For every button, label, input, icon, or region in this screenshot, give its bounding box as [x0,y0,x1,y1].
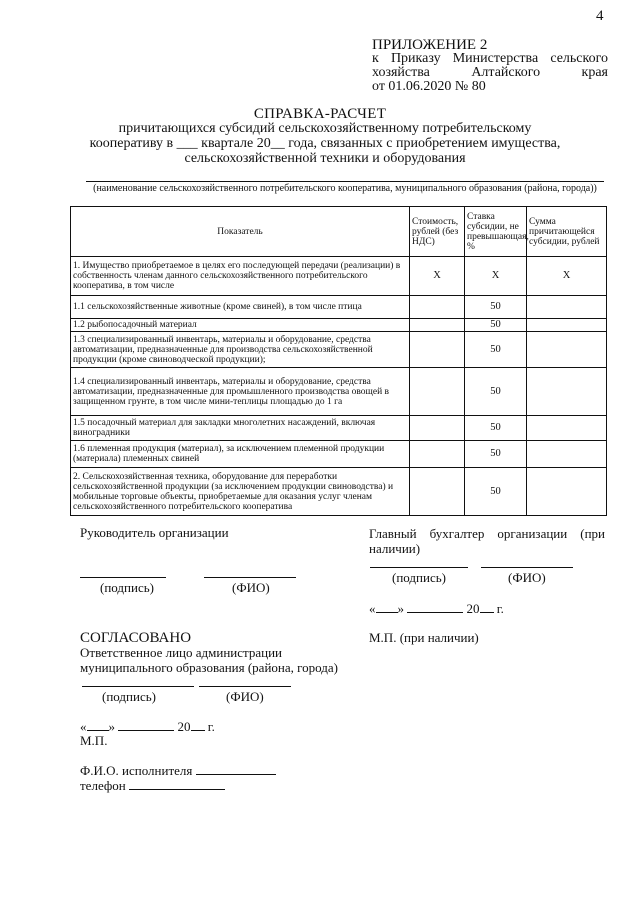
date-suffix: г. [207,719,215,734]
cooperative-name-caption: (наименование сельскохозяйственного потребительского кооператива, муниципального образования (района, города)) [93,183,597,194]
cost-cell: X [410,257,465,296]
calculation-table [70,206,607,516]
date-day-blank[interactable] [87,718,109,731]
responsible-line2: муниципального образования (района, города) [80,660,338,675]
date-month-blank[interactable] [407,600,463,613]
appendix-line3: от 01.06.2020 № 80 [372,79,486,94]
sum-cell[interactable] [527,319,607,332]
cost-cell[interactable] [410,296,465,319]
rate-cell: 50 [465,416,527,441]
cost-cell[interactable] [410,319,465,332]
subtitle-line2: кооперативу в ___ квартале 20__ года, связанных с приобретением имущества, [89,136,561,151]
appendix-title: ПРИЛОЖЕНИЕ 2 [372,37,488,53]
rate-cell: 50 [465,332,527,368]
header-indicator: Показатель [71,207,410,257]
date-quote-close: » [397,601,404,616]
sum-cell[interactable] [527,332,607,368]
sum-cell[interactable] [527,441,607,468]
row-label: 2. Сельскохозяйственная техника, оборудование для переработки сельскохозяйственной продукции (за исключением продукции свиноводства) и мобильные торговые объекты, приобретаемые для оказания услуг членам сельскохозяйственного потребительского кооператива [71,468,410,516]
table-row [71,257,607,296]
date-day-blank[interactable] [376,600,398,613]
head-fio-label: (ФИО) [232,580,270,595]
head-fio-field[interactable] [204,577,296,578]
sum-cell[interactable] [527,468,607,516]
head-signature-field[interactable] [80,577,166,578]
phone-field [80,777,225,793]
cost-cell[interactable] [410,416,465,441]
responsible-line1: Ответственное лицо администрации [80,645,283,660]
cooperative-name-field[interactable] [86,181,604,182]
subtitle-line3: сельскохозяйственной техники и оборудования [184,151,466,166]
row-label: 1.4 специализированный инвентарь, материалы и оборудование, средства автоматизации, предназначенные для промышленного производства овощей в защищенном грунте, в том числе мини-теплицы площадью до 1 га [71,368,410,416]
accountant-stamp: М.П. (при наличии) [369,630,479,645]
agreed-heading: СОГЛАСОВАНО [80,630,192,646]
table-header-row [71,207,607,257]
executor-blank[interactable] [196,762,276,775]
sum-cell[interactable] [527,416,607,441]
executor-field [80,762,276,778]
rate-cell: 50 [465,319,527,332]
appendix-line1: к Приказу Министерства сельского [372,51,608,66]
table-row [71,368,607,416]
responsible-fio-label: (ФИО) [226,689,264,704]
cost-cell[interactable] [410,332,465,368]
cost-cell[interactable] [410,368,465,416]
date-quote-open: « [369,601,376,616]
row-label: 1.1 сельскохозяйственные животные (кроме свиней), в том числе птица [71,296,410,319]
table-row [71,416,607,441]
sum-cell: X [527,257,607,296]
row-label: 1.2 рыбопосадочный материал [71,319,410,332]
row-label: 1.3 специализированный инвентарь, материалы и оборудование, средства автоматизации, предназначенные для производства сельскохозяйственной продукции (кроме свиноводческой продукции); [71,332,410,368]
responsible-signature-field[interactable] [82,686,194,687]
date-year-blank[interactable] [191,718,205,731]
accountant-fio-field[interactable] [481,567,573,568]
date-year-blank[interactable] [480,600,494,613]
row-label: 1.5 посадочный материал для закладки многолетних насаждений, включая виноградники [71,416,410,441]
row-label: 1. Имущество приобретаемое в целях его последующей передачи (реализации) в собственность членам данного сельскохозяйственного потребительского кооператива, в том числе [71,257,410,296]
page-number: 4 [596,8,604,24]
responsible-signature-label: (подпись) [102,689,156,704]
appendix-header [372,38,608,94]
sum-cell[interactable] [527,296,607,319]
table-row [71,468,607,516]
rate-cell: 50 [465,368,527,416]
subtitle-line1: причитающихся субсидий сельскохозяйственному потребительскому [118,121,532,136]
cost-cell[interactable] [410,441,465,468]
sum-cell[interactable] [527,368,607,416]
header-rate: Ставка субсидии, не превышающая, % [465,207,527,257]
accountant-title-line1: Главный бухгалтер организации (при [369,526,605,541]
executor-label: Ф.И.О. исполнителя [80,763,193,778]
rate-cell: 50 [465,441,527,468]
appendix-line2: хозяйства Алтайского края [372,65,608,80]
date-quote-close: » [108,719,115,734]
document-title: СПРАВКА-РАСЧЕТ [253,106,387,122]
table-row [71,296,607,319]
phone-label: телефон [80,778,126,793]
document-subtitle [88,121,562,166]
date-year: 20 [177,719,191,734]
row-label: 1.6 племенная продукция (материал), за исключением племенной продукции (материала) племенных свиней [71,441,410,468]
header-cost: Стоимость, рублей (без НДС) [410,207,465,257]
date-suffix: г. [496,601,504,616]
responsible-fio-field[interactable] [199,686,291,687]
rate-cell: 50 [465,468,527,516]
accountant-date-field[interactable] [369,600,504,616]
head-title: Руководитель организации [80,525,229,540]
rate-cell: X [465,257,527,296]
date-quote-open: « [80,719,87,734]
accountant-title-line2: наличии) [369,541,421,556]
cost-cell[interactable] [410,468,465,516]
accountant-title [369,526,605,556]
responsible-date-field[interactable] [80,718,215,734]
table-row [71,332,607,368]
date-year: 20 [466,601,480,616]
date-month-blank[interactable] [118,718,174,731]
header-sum: Сумма причитающейся субсидии, рублей [527,207,607,257]
accountant-fio-label: (ФИО) [508,570,546,585]
responsible-person [80,645,338,675]
rate-cell: 50 [465,296,527,319]
phone-blank[interactable] [129,777,225,790]
accountant-signature-field[interactable] [370,567,468,568]
table-row [71,319,607,332]
stamp-label: М.П. [80,733,108,748]
table-row [71,441,607,468]
head-signature-label: (подпись) [100,580,154,595]
accountant-signature-label: (подпись) [392,570,446,585]
